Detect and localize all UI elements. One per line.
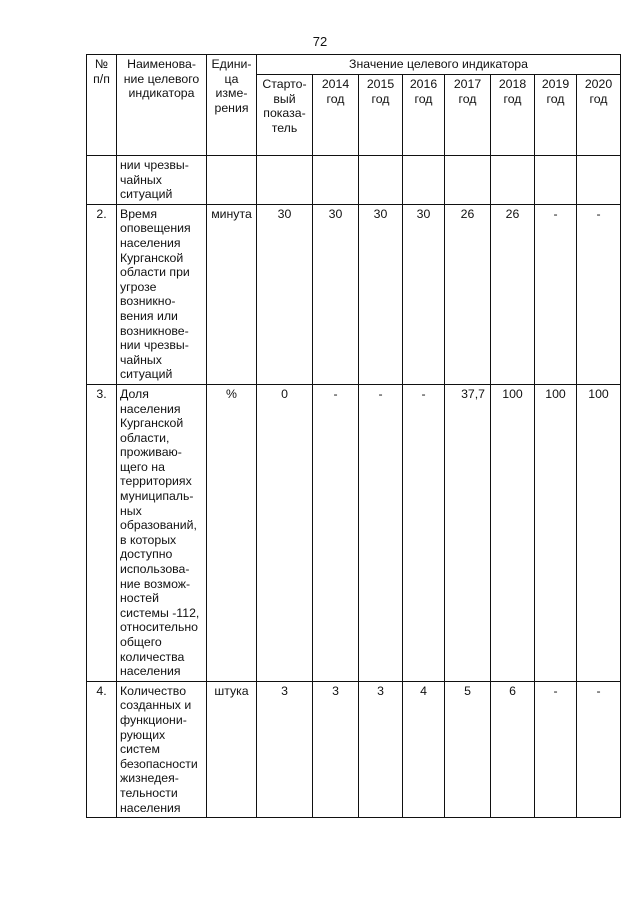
row-value-2017: 37,7 <box>445 384 491 681</box>
header-year-2015: 2015 год <box>359 75 403 156</box>
row-indicator-name: Доля населения Курганской области, проживаю- щего на территориях муниципаль- ных образований, в которых доступно использова- ние возмож- ностей системы -112, относительно общего количества населения <box>117 384 207 681</box>
header-year-2017: 2017 год <box>445 75 491 156</box>
row-indicator-name: Время оповещения населения Курганской области при угрозе возникно- вения или возникнове- нии чрезвы- чайных ситуаций <box>117 204 207 384</box>
row-value-start: 30 <box>257 204 313 384</box>
row-value-start <box>257 156 313 205</box>
row-unit <box>207 156 257 205</box>
row-num: 2. <box>87 204 117 384</box>
header-year-2020: 2020 год <box>577 75 621 156</box>
row-value-2018 <box>491 156 535 205</box>
row-value-2014: 3 <box>313 681 359 817</box>
row-value-2016: - <box>403 384 445 681</box>
row-indicator-name: нии чрезвы- чайных ситуаций <box>117 156 207 205</box>
row-value-2019: 100 <box>535 384 577 681</box>
row-value-2015 <box>359 156 403 205</box>
table-row <box>87 681 621 817</box>
target-indicators-table <box>86 54 621 818</box>
row-unit: штука <box>207 681 257 817</box>
row-value-2014 <box>313 156 359 205</box>
row-value-2016: 30 <box>403 204 445 384</box>
row-value-start: 0 <box>257 384 313 681</box>
row-value-2020 <box>577 156 621 205</box>
table-row <box>87 156 621 205</box>
header-year-2016: 2016 год <box>403 75 445 156</box>
header-value-group: Значение целевого индикатора <box>257 55 621 75</box>
row-value-2017: 26 <box>445 204 491 384</box>
row-value-2015: - <box>359 384 403 681</box>
row-value-2019: - <box>535 681 577 817</box>
header-unit: Едини- ца изме- рения <box>207 55 257 156</box>
header-row-top <box>87 55 621 75</box>
row-value-2016 <box>403 156 445 205</box>
row-value-2020: - <box>577 204 621 384</box>
row-value-2020: - <box>577 681 621 817</box>
header-indicator-name: Наименова- ние целевого индикатора <box>117 55 207 156</box>
table-row <box>87 384 621 681</box>
row-value-2018: 6 <box>491 681 535 817</box>
row-num: 3. <box>87 384 117 681</box>
header-year-2019: 2019 год <box>535 75 577 156</box>
row-value-2019: - <box>535 204 577 384</box>
row-num <box>87 156 117 205</box>
row-value-2017 <box>445 156 491 205</box>
header-num: № п/п <box>87 55 117 156</box>
row-value-2014: - <box>313 384 359 681</box>
row-value-2014: 30 <box>313 204 359 384</box>
row-value-2017: 5 <box>445 681 491 817</box>
table-row <box>87 204 621 384</box>
row-value-2018: 26 <box>491 204 535 384</box>
row-num: 4. <box>87 681 117 817</box>
row-value-start: 3 <box>257 681 313 817</box>
row-value-2020: 100 <box>577 384 621 681</box>
row-value-2019 <box>535 156 577 205</box>
row-value-2018: 100 <box>491 384 535 681</box>
header-year-2018: 2018 год <box>491 75 535 156</box>
row-unit: минута <box>207 204 257 384</box>
row-unit: % <box>207 384 257 681</box>
header-start-value: Старто- вый показа- тель <box>257 75 313 156</box>
page-number: 72 <box>312 34 328 49</box>
row-value-2016: 4 <box>403 681 445 817</box>
row-value-2015: 3 <box>359 681 403 817</box>
header-year-2014: 2014 год <box>313 75 359 156</box>
row-indicator-name: Количество созданных и функциони- рующих систем безопасности жизнедея- тельности населения <box>117 681 207 817</box>
row-value-2015: 30 <box>359 204 403 384</box>
